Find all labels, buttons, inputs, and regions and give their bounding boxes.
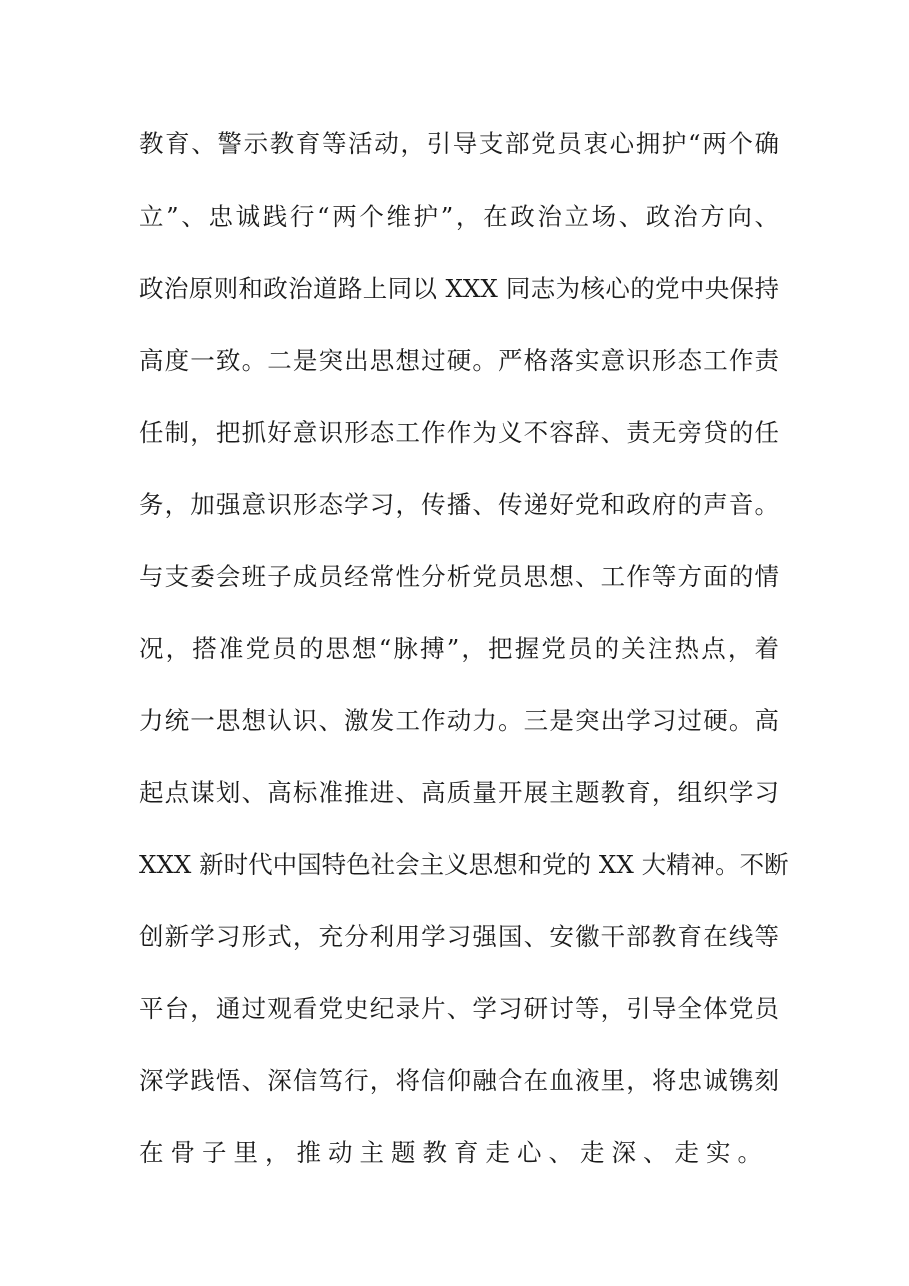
text-line: 高度一致。二是突出思想过硬。严格落实意识形态工作责 — [139, 346, 779, 375]
text-line: 任制，把抓好意识形态工作作为义不容辞、责无旁贷的任 — [139, 418, 779, 447]
text-line: 况，搭准党员的思想“脉搏”，把握党员的关注热点，着 — [139, 634, 779, 663]
text-line: 平台，通过观看党史纪录片、学习研讨等，引导全体党员 — [139, 994, 779, 1023]
text-line: 务，加强意识形态学习，传播、传递好党和政府的声音。 — [139, 490, 779, 519]
text-line: 立”、忠诚践行“两个维护”，在政治立场、政治方向、 — [139, 202, 779, 231]
text-line: 起点谋划、高标准推进、高质量开展主题教育，组织学习 — [139, 778, 779, 807]
text-line: 力统一思想认识、激发工作动力。三是突出学习过硬。高 — [139, 706, 779, 735]
text-line: 政治原则和政治道路上同以 XXX 同志为核心的党中央保持 — [139, 274, 779, 303]
text-line: 在骨子里，推动主题教育走心、走深、走实。 — [139, 1138, 769, 1167]
text-line: 深学践悟、深信笃行，将信仰融合在血液里，将忠诚镌刻 — [139, 1066, 779, 1095]
text-line: 教育、警示教育等活动，引导支部党员衷心拥护“两个确 — [139, 129, 779, 158]
text-line: 创新学习形式，充分利用学习强国、安徽干部教育在线等 — [139, 922, 779, 951]
text-line: 与支委会班子成员经常性分析党员思想、工作等方面的情 — [139, 562, 779, 591]
text-line: XXX 新时代中国特色社会主义思想和党的 XX 大精神。不断 — [139, 850, 789, 879]
